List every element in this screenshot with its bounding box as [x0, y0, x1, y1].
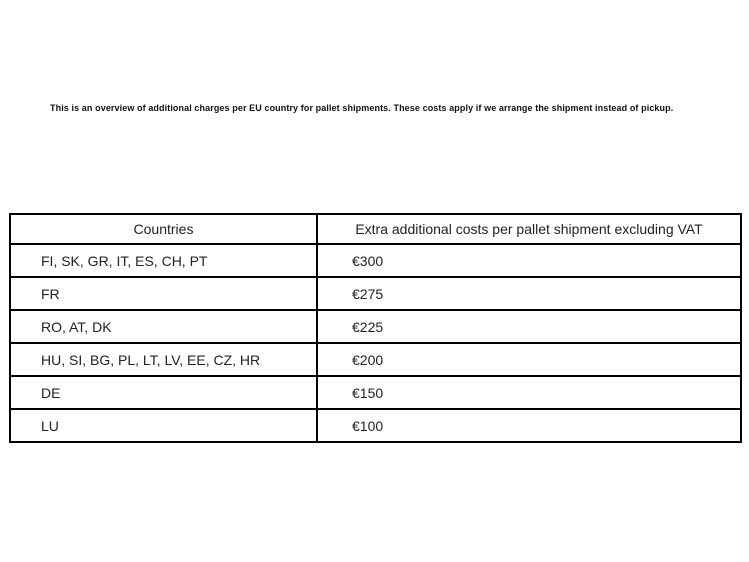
cost-cell: €150: [317, 376, 741, 409]
table-row: [10, 376, 741, 409]
table-row: [10, 409, 741, 442]
cost-cell: €200: [317, 343, 741, 376]
countries-cell: LU: [10, 409, 317, 442]
cost-cell: €225: [317, 310, 741, 343]
countries-cell: RO, AT, DK: [10, 310, 317, 343]
countries-cell: FI, SK, GR, IT, ES, CH, PT: [10, 244, 317, 277]
cost-cell: €275: [317, 277, 741, 310]
table-row: [10, 244, 741, 277]
cost-cell: €100: [317, 409, 741, 442]
charges-table: [9, 213, 742, 443]
countries-cell: DE: [10, 376, 317, 409]
countries-cell: FR: [10, 277, 317, 310]
intro-text: This is an overview of additional charges per EU country for pallet shipments. These costs apply if we arrange the shipment instead of pickup.: [50, 103, 674, 113]
countries-column-header: Countries: [10, 214, 317, 244]
table-header-row: [10, 214, 741, 244]
table-row: [10, 277, 741, 310]
cost-cell: €300: [317, 244, 741, 277]
costs-column-header: Extra additional costs per pallet shipment excluding VAT: [317, 214, 741, 244]
table-row: [10, 343, 741, 376]
countries-cell: HU, SI, BG, PL, LT, LV, EE, CZ, HR: [10, 343, 317, 376]
table-row: [10, 310, 741, 343]
